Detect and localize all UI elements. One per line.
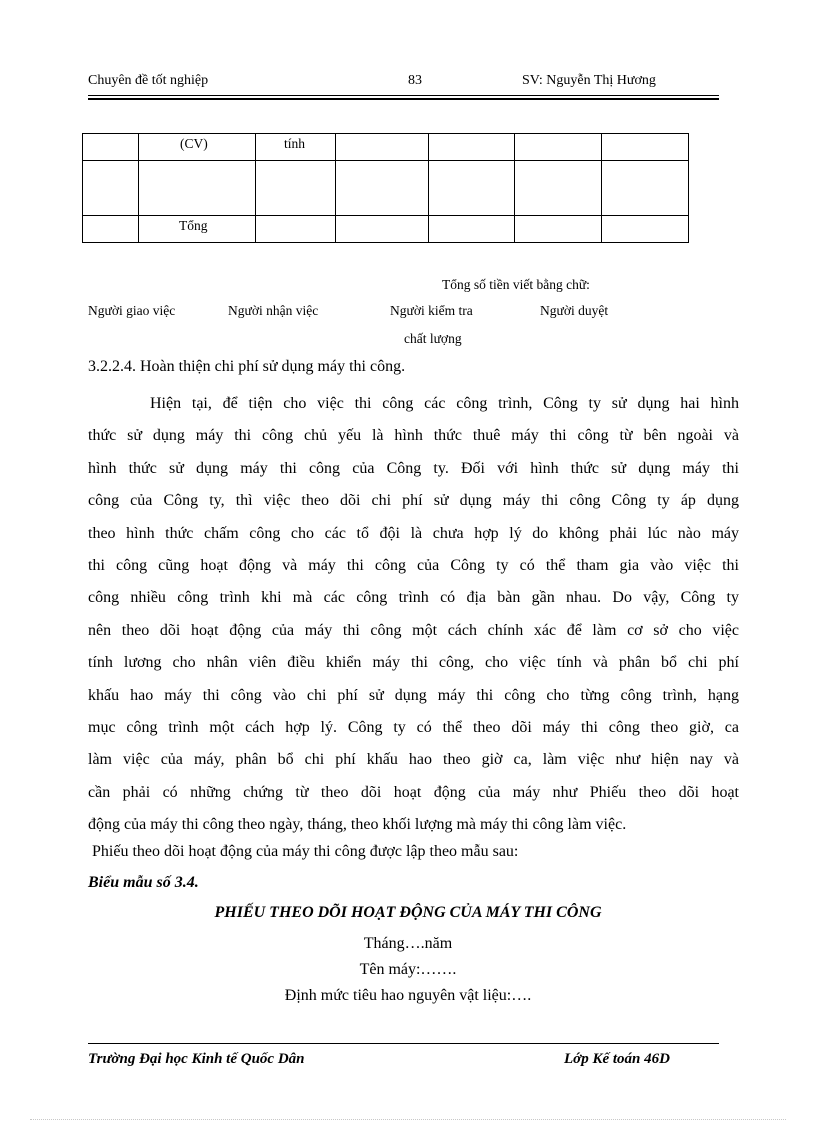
paragraph-line: Hiện tại, để tiện cho việc thi công các công trình, Công ty sử dụng hai hình xyxy=(150,395,739,412)
paragraph-line: công của Công ty, thì việc theo dõi chi phí sử dụng máy thi công Công ty áp dụng xyxy=(88,492,739,510)
table-cell xyxy=(83,134,139,161)
section-heading: 3.2.2.4. Hoàn thiện chi phí sử dụng máy thi công. xyxy=(88,358,406,375)
amount-in-words-label: Tổng số tiền viết bằng chữ: xyxy=(442,277,590,292)
footer-school: Trường Đại học Kinh tế Quốc Dân xyxy=(88,1051,305,1067)
paragraph-line: hình thức sử dụng máy thi công của Công ty. Đối với hình thức sử dụng máy thi xyxy=(88,459,739,477)
form-material-norm: Định mức tiêu hao nguyên vật liệu:…. xyxy=(284,987,532,1004)
table-cell: (CV) xyxy=(139,134,256,161)
table-cell xyxy=(336,134,429,161)
table-row xyxy=(83,134,689,161)
page-number: 83 xyxy=(408,73,422,88)
form-title: PHIẾU THEO DÕI HOẠT ĐỘNG CỦA MÁY THI CÔNG xyxy=(214,904,602,921)
table-cell xyxy=(83,161,139,216)
table-cell xyxy=(429,216,515,243)
signer-inspector-line2: chất lượng xyxy=(404,331,462,346)
signer-approver: Người duyệt xyxy=(540,303,609,318)
table-cell xyxy=(256,216,336,243)
form-label: Biểu mẫu số 3.4. xyxy=(88,874,199,891)
signer-inspector: Người kiểm tra xyxy=(390,303,473,318)
paragraph-line: tính lương cho nhân viên điều khiển máy thi công, cho việc tính và phân bổ chi phí xyxy=(88,654,739,672)
table-row xyxy=(83,216,689,243)
table-cell xyxy=(336,161,429,216)
table-cell xyxy=(336,216,429,243)
cost-table xyxy=(82,133,689,243)
table-cell xyxy=(429,134,515,161)
paragraph-line: cần phải có những chứng từ theo dõi hoạt động của máy như Phiếu theo dõi hoạt xyxy=(88,783,739,801)
table-cell xyxy=(256,161,336,216)
table-cell: tính xyxy=(256,134,336,161)
footer-class: Lớp Kế toán 46D xyxy=(564,1051,670,1067)
signer-assigner: Người giao việc xyxy=(88,303,176,318)
table-cell xyxy=(515,134,602,161)
paragraph-line: thức sử dụng máy thi công chủ yếu là hình thức thuê máy thi công từ bên ngoài và xyxy=(88,427,739,445)
form-machine-name: Tên máy:……. xyxy=(359,961,457,978)
header-title: Chuyên đề tốt nghiệp xyxy=(88,73,209,88)
paragraph-line: công nhiều công trình khi mà các công trình có địa bàn gần nhau. Do vậy, Công ty xyxy=(88,589,739,607)
page-edge-divider xyxy=(30,1119,786,1120)
table-cell xyxy=(515,216,602,243)
paragraph-line: theo hình thức chấm công cho các tổ đội là chưa hợp lý do không phải lúc nào máy xyxy=(88,524,739,542)
paragraph-line: nên theo dõi hoạt động của máy thi công một cách chính xác để làm cơ sở cho việc xyxy=(88,621,739,639)
table-cell xyxy=(83,216,139,243)
header-rule-thick xyxy=(88,98,719,100)
paragraph-line: mục công trình một cách hợp lý. Công ty có thể theo dõi máy thi công theo giờ, ca xyxy=(88,718,739,736)
table-cell xyxy=(602,161,689,216)
table-cell xyxy=(602,216,689,243)
header-rule-thin xyxy=(88,95,719,96)
paragraph-line: động của máy thi công theo ngày, tháng, theo khối lượng mà máy thi công làm việc. xyxy=(88,816,627,834)
header-author: SV: Nguyễn Thị Hương xyxy=(522,73,656,88)
signer-receiver: Người nhận việc xyxy=(228,303,319,318)
table-cell xyxy=(602,134,689,161)
table-cell xyxy=(429,161,515,216)
section-paragraph xyxy=(88,388,739,841)
paragraph-line: thi công cũng hoạt động và máy thi công của Công ty có thể tham gia vào việc thi xyxy=(88,556,739,574)
form-month-year: Tháng….năm xyxy=(363,935,453,952)
form-intro: Phiếu theo dõi hoạt động của máy thi công được lập theo mẫu sau: xyxy=(92,843,519,860)
table-cell xyxy=(139,161,256,216)
table-row xyxy=(83,161,689,216)
table-cell xyxy=(515,161,602,216)
table-cell: Tổng xyxy=(139,216,256,243)
paragraph-line: làm việc của máy, phân bổ chi phí khấu hao theo giờ ca, làm việc như hiện nay và xyxy=(88,751,739,769)
paragraph-line: khấu hao máy thi công vào chi phí sử dụng máy thi công cho từng công trình, hạng xyxy=(88,686,739,704)
footer-rule xyxy=(88,1043,719,1044)
